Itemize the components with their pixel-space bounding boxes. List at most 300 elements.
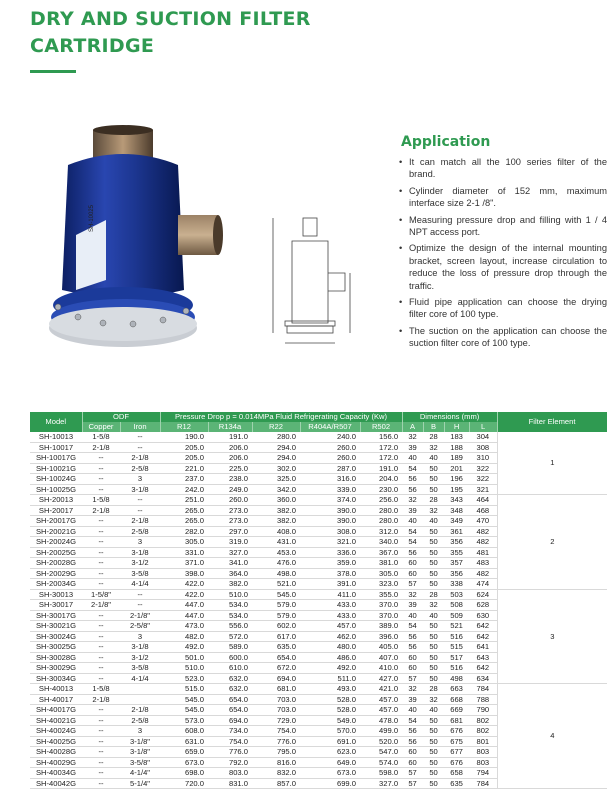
table-cell: -- <box>82 484 120 495</box>
table-cell: 501.0 <box>160 652 208 663</box>
table-cell <box>120 684 160 695</box>
table-cell: 32 <box>423 694 444 705</box>
table-cell: 574.0 <box>360 757 402 768</box>
col-r12: R12 <box>160 422 208 432</box>
table-cell: 2-1/8 <box>120 453 160 464</box>
table-cell: 189 <box>444 453 469 464</box>
table-cell: 39 <box>402 694 423 705</box>
table-cell: 579.0 <box>252 610 300 621</box>
table-cell: 457.0 <box>360 694 402 705</box>
table-cell: 631.0 <box>160 736 208 747</box>
table-cell: 50 <box>423 757 444 768</box>
table-cell: 57 <box>402 579 423 590</box>
table-cell: 54 <box>402 463 423 474</box>
table-cell: 498 <box>444 673 469 684</box>
table-cell: 60 <box>402 652 423 663</box>
table-cell: -- <box>82 558 120 569</box>
table-cell: 654.0 <box>252 652 300 663</box>
table-cell: 382.0 <box>252 505 300 516</box>
table-cell: 357 <box>444 558 469 569</box>
table-cell: 339.0 <box>300 484 360 495</box>
table-cell: 433.0 <box>300 600 360 611</box>
model-cell: SH-20034G <box>30 579 82 590</box>
table-cell: 50 <box>423 747 444 758</box>
table-cell: 2-5/8 <box>120 526 160 537</box>
table-cell: 482.0 <box>160 631 208 642</box>
table-cell: 754.0 <box>252 726 300 737</box>
table-cell: 249.0 <box>208 484 252 495</box>
table-cell: 483 <box>469 558 497 569</box>
table-cell: 499.0 <box>360 726 402 737</box>
table-cell: 40 <box>423 610 444 621</box>
table-cell: -- <box>82 547 120 558</box>
table-cell: 360.0 <box>252 495 300 506</box>
table-cell: 57 <box>402 673 423 684</box>
model-cell: SH-40025G <box>30 736 82 747</box>
table-cell: 2-1/8 <box>82 694 120 705</box>
table-cell: -- <box>82 757 120 768</box>
table-cell: 56 <box>402 726 423 737</box>
table-cell: 260.0 <box>300 442 360 453</box>
table-cell: 32 <box>402 432 423 442</box>
table-cell: 545.0 <box>252 589 300 600</box>
table-cell: 410.0 <box>360 663 402 674</box>
table-cell: 510.0 <box>160 663 208 674</box>
table-cell: 474 <box>469 579 497 590</box>
table-cell: 509 <box>444 610 469 621</box>
table-cell: 204.0 <box>360 474 402 485</box>
table-cell: 280.0 <box>360 505 402 516</box>
model-cell: SH-10025G <box>30 484 82 495</box>
table-cell: 40 <box>423 705 444 716</box>
table-cell: 634 <box>469 673 497 684</box>
table-cell: 50 <box>423 484 444 495</box>
table-cell: 453.0 <box>252 547 300 558</box>
table-cell: -- <box>120 495 160 506</box>
model-cell: SH-40017G <box>30 705 82 716</box>
table-cell: 206.0 <box>208 453 252 464</box>
model-cell: SH-10017 <box>30 442 82 453</box>
table-cell: 476.0 <box>252 558 300 569</box>
table-cell: 3-5/8" <box>120 757 160 768</box>
table-cell: 2-5/8 <box>120 715 160 726</box>
table-cell: 304 <box>469 432 497 442</box>
table-cell: 598.0 <box>360 768 402 779</box>
table-cell: 3 <box>120 474 160 485</box>
col-dimensions: Dimensions (mm) <box>402 412 497 422</box>
col-model: Model <box>30 412 82 432</box>
col-r134a: R134a <box>208 422 252 432</box>
table-cell: 508 <box>444 600 469 611</box>
table-cell: 1-5/8" <box>82 589 120 600</box>
table-cell: 579.0 <box>252 600 300 611</box>
table-cell: 323.0 <box>360 579 402 590</box>
table-cell: 56 <box>402 484 423 495</box>
table-cell: 794 <box>469 768 497 779</box>
table-cell: 40 <box>402 705 423 716</box>
filter-product-photo <box>48 125 223 350</box>
table-cell: 545.0 <box>160 694 208 705</box>
table-cell: 60 <box>402 663 423 674</box>
table-cell: 39 <box>402 505 423 516</box>
table-cell: 635 <box>444 778 469 789</box>
title-underline <box>30 70 76 73</box>
table-cell: 54 <box>402 715 423 726</box>
application-list <box>399 156 607 354</box>
table-cell: 480.0 <box>300 642 360 653</box>
table-cell: -- <box>82 642 120 653</box>
table-cell: 3-1/8 <box>120 642 160 653</box>
table-cell: 2-1/8 <box>82 442 120 453</box>
table-cell: 832.0 <box>252 768 300 779</box>
application-item: • Cylinder diameter of 152 mm, maximum interface size 2-1 /8". <box>399 185 607 210</box>
table-cell: 4-1/4 <box>120 579 160 590</box>
table-cell: 322 <box>469 474 497 485</box>
table-cell: 447.0 <box>160 610 208 621</box>
col-r22: R22 <box>252 422 300 432</box>
table-cell: 50 <box>423 726 444 737</box>
table-cell: 391.0 <box>300 579 360 590</box>
table-cell: 230.0 <box>360 484 402 495</box>
table-cell: -- <box>82 673 120 684</box>
table-cell: 630 <box>469 610 497 621</box>
table-cell: 694.0 <box>208 715 252 726</box>
table-cell: 196 <box>444 474 469 485</box>
table-cell: 312.0 <box>360 526 402 537</box>
table-cell: 534.0 <box>208 600 252 611</box>
table-cell: -- <box>82 631 120 642</box>
table-cell: -- <box>82 778 120 789</box>
table-cell: 457.0 <box>360 705 402 716</box>
table-cell: 221.0 <box>160 463 208 474</box>
table-cell: 510.0 <box>208 589 252 600</box>
table-cell: 349 <box>444 516 469 527</box>
table-cell: 60 <box>402 757 423 768</box>
table-cell: 322 <box>469 463 497 474</box>
table-cell: 54 <box>402 537 423 548</box>
table-cell: 54 <box>402 621 423 632</box>
table-cell: 341.0 <box>208 558 252 569</box>
table-cell: 422.0 <box>160 579 208 590</box>
table-cell: 556.0 <box>208 621 252 632</box>
table-cell: 589.0 <box>208 642 252 653</box>
table-cell: 50 <box>423 642 444 653</box>
table-cell: 265.0 <box>160 505 208 516</box>
table-cell: 56 <box>402 642 423 653</box>
table-cell: 280.0 <box>252 432 300 442</box>
table-cell: 802 <box>469 726 497 737</box>
table-cell: 600.0 <box>208 652 252 663</box>
table-cell: 545.0 <box>160 705 208 716</box>
table-cell: 2-5/8" <box>120 621 160 632</box>
title-line-1: DRY AND SUCTION FILTER <box>30 8 311 30</box>
table-cell: 433.0 <box>300 610 360 621</box>
table-row <box>30 495 607 506</box>
table-cell: 617.0 <box>252 631 300 642</box>
table-row <box>30 684 607 695</box>
table-cell: 602.0 <box>252 621 300 632</box>
table-cell: 492.0 <box>300 663 360 674</box>
table-cell: 521 <box>444 621 469 632</box>
table-cell: 520.0 <box>360 736 402 747</box>
table-cell: 371.0 <box>160 558 208 569</box>
table-cell: 50 <box>423 547 444 558</box>
table-cell: 790 <box>469 705 497 716</box>
model-cell: SH-20017 <box>30 505 82 516</box>
table-cell: 2-1/8 <box>120 705 160 716</box>
table-cell: 361 <box>444 526 469 537</box>
table-cell: 50 <box>423 768 444 779</box>
table-cell: 381.0 <box>360 558 402 569</box>
filter-element-cell: 2 <box>497 495 607 590</box>
table-cell: 3 <box>120 537 160 548</box>
table-cell: -- <box>82 463 120 474</box>
model-cell: SH-20013 <box>30 495 82 506</box>
table-cell: 32 <box>423 505 444 516</box>
table-cell: 816.0 <box>252 757 300 768</box>
table-cell: 516 <box>444 631 469 642</box>
table-cell: 172.0 <box>360 453 402 464</box>
table-cell: 3-5/8 <box>120 663 160 674</box>
table-cell: 703.0 <box>252 705 300 716</box>
table-cell: 398.0 <box>160 568 208 579</box>
table-cell: -- <box>120 432 160 442</box>
table-cell: 481 <box>469 547 497 558</box>
col-r404a: R404A/R507 <box>300 422 360 432</box>
table-row <box>30 589 607 600</box>
table-cell: 649.0 <box>300 757 360 768</box>
table-cell: 676 <box>444 726 469 737</box>
table-cell: 260.0 <box>208 495 252 506</box>
table-cell: 3-1/2 <box>120 558 160 569</box>
table-cell: 32 <box>402 684 423 695</box>
table-cell: 321 <box>469 484 497 495</box>
table-cell: 691.0 <box>300 736 360 747</box>
table-cell: 190.0 <box>160 432 208 442</box>
col-b: B <box>423 422 444 432</box>
table-cell: 156.0 <box>360 432 402 442</box>
table-cell: 803 <box>469 757 497 768</box>
model-cell: SH-10021G <box>30 463 82 474</box>
table-cell: -- <box>82 747 120 758</box>
table-cell: -- <box>120 600 160 611</box>
col-a: A <box>402 422 423 432</box>
table-cell: 50 <box>423 621 444 632</box>
table-cell: 319.0 <box>208 537 252 548</box>
spec-table <box>30 412 607 789</box>
table-cell: 572.0 <box>208 631 252 642</box>
model-cell: SH-40024G <box>30 726 82 737</box>
table-cell: -- <box>82 453 120 464</box>
table-cell: -- <box>82 726 120 737</box>
table-cell: 776.0 <box>208 747 252 758</box>
model-cell: SH-20017G <box>30 516 82 527</box>
table-cell: 348 <box>444 505 469 516</box>
table-cell: 5-1/4" <box>120 778 160 789</box>
table-cell: 57 <box>402 778 423 789</box>
table-cell: 642 <box>469 663 497 674</box>
table-cell: 478.0 <box>360 715 402 726</box>
table-cell: 511.0 <box>300 673 360 684</box>
table-cell: 473.0 <box>160 621 208 632</box>
table-cell: 308.0 <box>300 526 360 537</box>
table-cell: 754.0 <box>208 736 252 747</box>
table-cell: 528.0 <box>300 705 360 716</box>
table-cell: -- <box>120 505 160 516</box>
table-cell: 256.0 <box>360 495 402 506</box>
table-cell: 294.0 <box>252 442 300 453</box>
table-cell: 658 <box>444 768 469 779</box>
model-cell: SH-40021G <box>30 715 82 726</box>
table-cell: 56 <box>402 631 423 642</box>
table-cell: 405.0 <box>360 642 402 653</box>
table-cell: 28 <box>423 589 444 600</box>
table-cell: 447.0 <box>160 600 208 611</box>
table-cell: 784 <box>469 778 497 789</box>
table-cell: -- <box>82 715 120 726</box>
table-cell: -- <box>82 516 120 527</box>
table-cell: 60 <box>402 747 423 758</box>
table-cell: 302.0 <box>252 463 300 474</box>
col-odf: ODF <box>82 412 160 422</box>
table-cell: 205.0 <box>160 442 208 453</box>
table-cell: 54 <box>402 526 423 537</box>
table-cell: 191.0 <box>208 432 252 442</box>
table-cell: 39 <box>402 442 423 453</box>
table-cell: 411.0 <box>300 589 360 600</box>
table-cell: 4-1/4" <box>120 768 160 779</box>
col-pressure: Pressure Drop p = 0.014MPa Fluid Refrigerating Capacity (Kw) <box>160 412 402 422</box>
table-cell: 325.0 <box>252 474 300 485</box>
table-cell: 56 <box>402 474 423 485</box>
table-cell: 50 <box>423 558 444 569</box>
table-cell: 32 <box>423 442 444 453</box>
table-cell: 610.0 <box>208 663 252 674</box>
application-item: • Measuring pressure drop and filling with 1 / 4 NPT access port. <box>399 214 607 239</box>
table-cell: 427.0 <box>360 673 402 684</box>
table-cell: 801 <box>469 736 497 747</box>
application-item: • Optimize the design of the internal mounting bracket, screen layout, increase circulation to reduce the loss of pressure drop through the traffic. <box>399 242 607 292</box>
filter-element-cell: 1 <box>497 432 607 495</box>
table-cell: 336.0 <box>300 547 360 558</box>
table-cell: 4-1/4 <box>120 673 160 684</box>
model-cell: SH-20029G <box>30 568 82 579</box>
table-cell: 534.0 <box>208 610 252 621</box>
table-cell: 50 <box>423 568 444 579</box>
table-cell: 265.0 <box>160 516 208 527</box>
table-cell: 297.0 <box>208 526 252 537</box>
table-cell: 632.0 <box>208 684 252 695</box>
col-copper: Copper <box>82 422 120 432</box>
table-cell: 40 <box>423 453 444 464</box>
table-cell: 2-1/8 <box>120 516 160 527</box>
col-filter-element: Filter Element <box>497 412 607 432</box>
table-cell: 720.0 <box>160 778 208 789</box>
table-cell: 56 <box>402 736 423 747</box>
table-cell: 632.0 <box>208 673 252 684</box>
table-cell: 195 <box>444 484 469 495</box>
table-cell: 776.0 <box>252 736 300 747</box>
table-cell: 327.0 <box>208 547 252 558</box>
table-cell: 464 <box>469 495 497 506</box>
model-cell: SH-40028G <box>30 747 82 758</box>
model-cell: SH-30028G <box>30 652 82 663</box>
table-cell: 3-1/8" <box>120 736 160 747</box>
table-cell: 486.0 <box>300 652 360 663</box>
table-cell: 40 <box>402 516 423 527</box>
model-cell: SH-40013 <box>30 684 82 695</box>
table-cell: 374.0 <box>300 495 360 506</box>
table-cell: 359.0 <box>300 558 360 569</box>
model-cell: SH-10017G <box>30 453 82 464</box>
table-cell: 50 <box>423 778 444 789</box>
table-cell: 669 <box>444 705 469 716</box>
table-cell: 32 <box>423 600 444 611</box>
table-cell: 654.0 <box>208 705 252 716</box>
table-cell: 390.0 <box>300 505 360 516</box>
table-cell: 515 <box>444 642 469 653</box>
table-cell: 482 <box>469 537 497 548</box>
model-cell: SH-40034G <box>30 768 82 779</box>
table-cell: 356 <box>444 537 469 548</box>
table-cell: 60 <box>402 558 423 569</box>
table-cell: 390.0 <box>300 516 360 527</box>
table-cell: 370.0 <box>360 600 402 611</box>
table-cell: 331.0 <box>160 547 208 558</box>
table-cell: 237.0 <box>160 474 208 485</box>
table-cell: -- <box>82 652 120 663</box>
table-cell: 503 <box>444 589 469 600</box>
table-cell: 56 <box>402 547 423 558</box>
table-cell: 201 <box>444 463 469 474</box>
table-cell: 628 <box>469 600 497 611</box>
product-label-model: SH-10025 <box>89 204 95 232</box>
table-cell: -- <box>120 442 160 453</box>
table-cell: 408.0 <box>252 526 300 537</box>
table-cell: 654.0 <box>208 694 252 705</box>
model-cell: SH-20028G <box>30 558 82 569</box>
spec-table-body <box>30 432 607 789</box>
table-cell: 3-1/8" <box>120 747 160 758</box>
table-cell: 482 <box>469 526 497 537</box>
table-cell: 792.0 <box>208 757 252 768</box>
col-iron: Iron <box>120 422 160 432</box>
col-h: H <box>444 422 469 432</box>
table-cell: 50 <box>423 673 444 684</box>
table-cell: 355 <box>444 547 469 558</box>
table-cell: 327.0 <box>360 778 402 789</box>
model-cell: SH-30017 <box>30 600 82 611</box>
table-cell: 2-1/8 <box>82 505 120 516</box>
table-cell: 280.0 <box>360 516 402 527</box>
table-cell: 50 <box>423 579 444 590</box>
table-cell: 206.0 <box>208 442 252 453</box>
table-cell: 282.0 <box>160 526 208 537</box>
table-cell: -- <box>82 568 120 579</box>
table-cell: 60 <box>402 568 423 579</box>
table-cell: 225.0 <box>208 463 252 474</box>
table-cell: -- <box>82 610 120 621</box>
table-cell: 50 <box>423 631 444 642</box>
model-cell: SH-30021G <box>30 621 82 632</box>
table-cell: 470 <box>469 516 497 527</box>
table-cell: 492.0 <box>160 642 208 653</box>
application-item: • It can match all the 100 series filter of the brand. <box>399 156 607 181</box>
table-cell: 32 <box>402 589 423 600</box>
table-cell: 294.0 <box>252 453 300 464</box>
table-cell: 308 <box>469 442 497 453</box>
table-cell: 663 <box>444 684 469 695</box>
